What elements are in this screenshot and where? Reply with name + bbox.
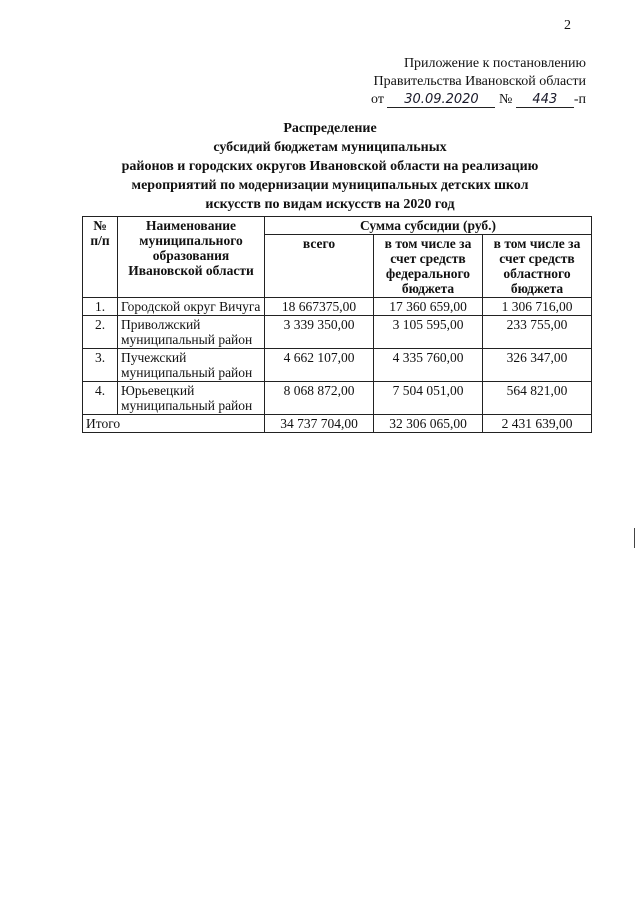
table-row bbox=[83, 349, 592, 382]
title-line-2: субсидий бюджетам муниципальных bbox=[213, 140, 447, 155]
appendix-line-2: Правительства Ивановской области bbox=[373, 74, 586, 89]
row-federal: 7 504 051,00 bbox=[374, 382, 483, 415]
title-line-4: мероприятий по модернизации муниципальных детских школ bbox=[131, 178, 529, 193]
total-row bbox=[83, 415, 592, 433]
row-total: 18 667375,00 bbox=[265, 298, 374, 316]
margin-mark bbox=[634, 528, 635, 548]
row-regional: 326 347,00 bbox=[483, 349, 592, 382]
row-name: Юрьевецкий муниципальный район bbox=[118, 382, 265, 415]
page-number: 2 bbox=[564, 18, 571, 33]
row-federal: 17 360 659,00 bbox=[374, 298, 483, 316]
number-label: № bbox=[498, 92, 513, 107]
row-regional: 233 755,00 bbox=[483, 316, 592, 349]
appendix-header bbox=[340, 55, 586, 109]
header-num: № п/п bbox=[83, 217, 118, 298]
total-sum: 34 737 704,00 bbox=[265, 415, 374, 433]
header-name: Наименование муниципального образования Ивановской области bbox=[118, 217, 265, 298]
table-row bbox=[83, 298, 592, 316]
header-regional: в том числе за счет средств областного бюджета bbox=[483, 235, 592, 298]
row-regional: 564 821,00 bbox=[483, 382, 592, 415]
subsidy-table bbox=[82, 216, 592, 433]
table-row bbox=[83, 382, 592, 415]
row-federal: 3 105 595,00 bbox=[374, 316, 483, 349]
row-num: 1. bbox=[83, 298, 118, 316]
title-line-1: Распределение bbox=[283, 121, 377, 136]
row-name: Приволжский муниципальный район bbox=[118, 316, 265, 349]
row-num: 4. bbox=[83, 382, 118, 415]
total-label: Итого bbox=[83, 415, 265, 433]
table-row bbox=[83, 316, 592, 349]
header-total: всего bbox=[265, 235, 374, 298]
row-regional: 1 306 716,00 bbox=[483, 298, 592, 316]
appendix-date-row bbox=[340, 91, 586, 109]
resolution-date: 30.09.2020 bbox=[387, 92, 495, 108]
appendix-line-1: Приложение к постановлению bbox=[403, 56, 586, 71]
row-total: 3 339 350,00 bbox=[265, 316, 374, 349]
total-regional: 2 431 639,00 bbox=[483, 415, 592, 433]
title-line-5: искусств по видам искусств на 2020 год bbox=[205, 197, 455, 212]
number-suffix: -п bbox=[573, 92, 586, 107]
date-prefix: от bbox=[371, 92, 384, 107]
row-name: Городской округ Вичуга bbox=[118, 298, 265, 316]
document-title bbox=[80, 119, 580, 214]
row-num: 3. bbox=[83, 349, 118, 382]
resolution-number: 443 bbox=[516, 92, 574, 108]
row-total: 4 662 107,00 bbox=[265, 349, 374, 382]
row-total: 8 068 872,00 bbox=[265, 382, 374, 415]
row-name: Пучежский муниципальный район bbox=[118, 349, 265, 382]
total-federal: 32 306 065,00 bbox=[374, 415, 483, 433]
header-federal: в том числе за счет средств федерального бюджета bbox=[374, 235, 483, 298]
title-line-3: районов и городских округов Ивановской области на реализацию bbox=[121, 159, 539, 174]
header-sum: Сумма субсидии (руб.) bbox=[265, 217, 592, 235]
row-num: 2. bbox=[83, 316, 118, 349]
row-federal: 4 335 760,00 bbox=[374, 349, 483, 382]
